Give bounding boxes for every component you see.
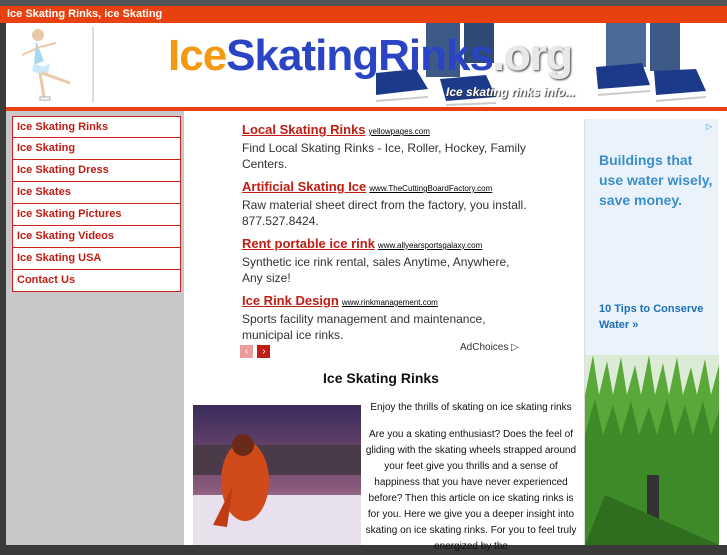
skater-photo (193, 405, 361, 545)
ad-title-link[interactable]: Ice Rink Design (242, 293, 339, 308)
sidebar-item-ice-skating-dress[interactable]: Ice Skating Dress (12, 160, 181, 182)
site-logo[interactable]: IceSkatingRinks.org (168, 31, 573, 80)
ad-headline: Buildings that use water wisely, save money. (599, 152, 713, 208)
adchoices-link[interactable]: AdChoices ▷ (460, 342, 519, 353)
ad-description: Raw material sheet direct from the factory, you install. 877.527.8424. (242, 198, 527, 228)
grass-sprinkler-image (585, 355, 719, 545)
sidebar-item-ice-skating[interactable]: Ice Skating (12, 138, 181, 160)
sidebar-item-ice-skating-videos[interactable]: Ice Skating Videos (12, 226, 181, 248)
sidebar-item-ice-skating-pictures[interactable]: Ice Skating Pictures (12, 204, 181, 226)
ad-title-link[interactable]: Rent portable ice rink (242, 236, 375, 251)
sidebar-item-ice-skating-rinks[interactable]: Ice Skating Rinks (12, 116, 181, 138)
ad-prev-arrow-icon[interactable]: ‹ (240, 345, 253, 358)
sidebar-nav (12, 116, 181, 292)
ad-unit (242, 121, 532, 172)
ad-url-link[interactable]: www.rinkmanagement.com (341, 298, 438, 307)
ad-cta-link[interactable]: 10 Tips to Conserve Water » (599, 303, 704, 331)
sidebar-item-contact-us[interactable]: Contact Us (12, 270, 181, 292)
right-banner-ad[interactable] (584, 119, 718, 545)
ad-description: Synthetic ice rink rental, sales Anytime, Anywhere, Any size! (242, 255, 510, 285)
ad-next-arrow-icon[interactable]: › (257, 345, 270, 358)
article-body: Are you a skating enthusiast? Does the feel of gliding with the skating wheels strapped around your feet give you thrills and a sense of happiness that you have never experienced before? Then this article on ice skating rinks is for you. Here we give you a deeper insight into skating on ice skating rinks. For you to feel truly energized by the (365, 429, 577, 552)
intro-text: Enjoy the thrills of skating on ice skating rinks (370, 402, 572, 413)
ad-url-link[interactable]: www.TheCuttingBoardFactory.com (369, 184, 493, 193)
page-title: Ice Skating Rinks (323, 370, 439, 386)
sidebar-item-ice-skating-usa[interactable]: Ice Skating USA (12, 248, 181, 270)
ad-unit (242, 292, 532, 343)
ad-unit (242, 235, 532, 286)
adchoices-icon[interactable]: ▷ (705, 122, 713, 131)
ad-url-link[interactable]: yellowpages.com (368, 127, 430, 136)
ad-description: Sports facility management and maintenance, municipal ice rinks. (242, 312, 486, 342)
ad-pager (240, 341, 270, 359)
sidebar (6, 111, 184, 545)
ad-url-link[interactable]: www.allyearsportsgalaxy.com (377, 241, 483, 250)
ad-title-link[interactable]: Local Skating Rinks (242, 122, 366, 137)
ad-description: Find Local Skating Rinks - Ice, Roller, Hockey, Family Centers. (242, 141, 526, 171)
ad-unit (242, 178, 532, 229)
text-ads (242, 121, 532, 349)
figure-skater-image (14, 25, 94, 105)
site-title-bar: Ice Skating Rinks, ice Skating (0, 6, 727, 23)
ad-title-link[interactable]: Artificial Skating Ice (242, 179, 367, 194)
header-banner (6, 23, 727, 107)
main-area (6, 111, 727, 552)
sidebar-item-ice-skates[interactable]: Ice Skates (12, 182, 181, 204)
logo-tagline: Ice skating rinks info... (446, 85, 576, 99)
